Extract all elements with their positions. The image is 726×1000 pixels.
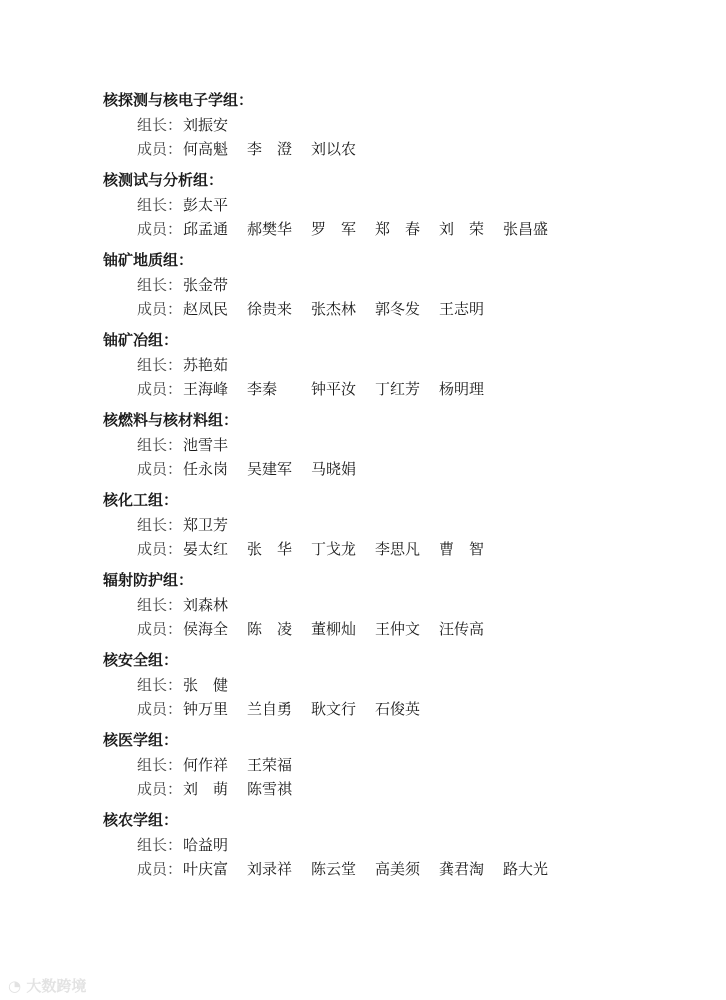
row-label: 组长： (137, 356, 183, 374)
person-name: 郑卫芳 (183, 516, 229, 534)
person-name: 侯海全 (183, 620, 229, 638)
row-label: 组长： (137, 516, 183, 534)
row-label: 成员： (137, 860, 183, 878)
person-name: 彭太平 (183, 196, 229, 214)
row-label: 成员： (137, 380, 183, 398)
person-name: 曹 智 (439, 540, 485, 558)
person-name: 何作祥 (183, 756, 229, 774)
person-name: 郝樊华 (247, 220, 293, 238)
group-section (103, 89, 567, 169)
person-name: 池雪丰 (183, 436, 229, 454)
group-title: 核测试与分析组： (103, 171, 224, 189)
leader-row (103, 673, 567, 697)
person-name: 钟万里 (183, 700, 229, 718)
leader-row (103, 113, 567, 137)
group-title: 铀矿冶组： (103, 331, 179, 349)
leader-row (103, 273, 567, 297)
row-label: 成员： (137, 460, 183, 478)
member-row (103, 537, 567, 561)
member-row (103, 217, 567, 241)
row-label: 组长： (137, 756, 183, 774)
group-title: 铀矿地质组： (103, 251, 194, 269)
person-name: 石俊英 (375, 700, 421, 718)
person-name: 张 华 (247, 540, 293, 558)
member-row (103, 697, 567, 721)
person-name: 王志明 (439, 300, 485, 318)
person-name: 陈雪祺 (247, 780, 293, 798)
row-label: 成员： (137, 220, 183, 238)
person-name: 刘森林 (183, 596, 229, 614)
person-name: 张 健 (183, 676, 229, 694)
group-section (103, 489, 567, 569)
person-name: 刘振安 (183, 116, 229, 134)
group-title: 辐射防护组： (103, 571, 194, 589)
person-name: 吴建军 (247, 460, 293, 478)
row-label: 组长： (137, 116, 183, 134)
person-name: 刘录祥 (247, 860, 293, 878)
person-name: 任永岗 (183, 460, 229, 478)
member-row (103, 857, 567, 881)
member-row (103, 457, 567, 481)
person-name: 张金带 (183, 276, 229, 294)
row-label: 组长： (137, 196, 183, 214)
row-label: 成员： (137, 540, 183, 558)
row-label: 组长： (137, 596, 183, 614)
member-row (103, 297, 567, 321)
person-name: 徐贵来 (247, 300, 293, 318)
group-section (103, 729, 567, 809)
row-label: 组长： (137, 436, 183, 454)
leader-row (103, 193, 567, 217)
leader-row (103, 433, 567, 457)
group-section (103, 249, 567, 329)
person-name: 路大光 (503, 860, 549, 878)
committee-list (103, 89, 567, 889)
person-name: 邱孟通 (183, 220, 229, 238)
person-name: 叶庆富 (183, 860, 229, 878)
row-label: 成员： (137, 300, 183, 318)
group-title: 核安全组： (103, 651, 179, 669)
row-label: 成员： (137, 780, 183, 798)
person-name: 钟平汝 (311, 380, 357, 398)
person-name: 陈云堂 (311, 860, 357, 878)
person-name: 张昌盛 (503, 220, 549, 238)
group-section (103, 329, 567, 409)
person-name: 李 澄 (247, 140, 293, 158)
person-name: 赵凤民 (183, 300, 229, 318)
person-name: 刘以农 (311, 140, 357, 158)
group-title: 核燃料与核材料组： (103, 411, 239, 429)
row-label: 组长： (137, 676, 183, 694)
person-name: 刘 荣 (439, 220, 485, 238)
row-label: 成员： (137, 140, 183, 158)
person-name: 王荣福 (247, 756, 293, 774)
person-name: 张杰林 (311, 300, 357, 318)
leader-row (103, 353, 567, 377)
group-section (103, 569, 567, 649)
group-section (103, 409, 567, 489)
row-label: 组长： (137, 276, 183, 294)
person-name: 王仲文 (375, 620, 421, 638)
group-title: 核农学组： (103, 811, 179, 829)
person-name: 汪传高 (439, 620, 485, 638)
leader-row (103, 513, 567, 537)
person-name: 高美须 (375, 860, 421, 878)
person-name: 晏太红 (183, 540, 229, 558)
group-section (103, 809, 567, 889)
leader-row (103, 593, 567, 617)
row-label: 成员： (137, 620, 183, 638)
person-name: 陈 凌 (247, 620, 293, 638)
person-name: 王海峰 (183, 380, 229, 398)
member-row (103, 137, 567, 161)
person-name: 郑 春 (375, 220, 421, 238)
person-name: 龚君淘 (439, 860, 485, 878)
person-name: 马晓娟 (311, 460, 357, 478)
leader-row (103, 753, 567, 777)
group-section (103, 649, 567, 729)
person-name: 哈益明 (183, 836, 229, 854)
person-name: 李思凡 (375, 540, 421, 558)
person-name: 丁戈龙 (311, 540, 357, 558)
person-name: 郭冬发 (375, 300, 421, 318)
person-name: 罗 军 (311, 220, 357, 238)
person-name: 耿文行 (311, 700, 357, 718)
member-row (103, 777, 567, 801)
person-name: 兰自勇 (247, 700, 293, 718)
member-row (103, 617, 567, 641)
row-label: 成员： (137, 700, 183, 718)
group-title: 核探测与核电子学组： (103, 91, 254, 109)
person-name: 苏艳茹 (183, 356, 229, 374)
row-label: 组长： (137, 836, 183, 854)
group-section (103, 169, 567, 249)
watermark: ◔ 大数跨境 (8, 977, 87, 995)
person-name: 李秦 (247, 380, 278, 398)
leader-row (103, 833, 567, 857)
person-name: 丁红芳 (375, 380, 421, 398)
member-row (103, 377, 567, 401)
group-title: 核化工组： (103, 491, 179, 509)
person-name: 何高魁 (183, 140, 229, 158)
person-name: 董柳灿 (311, 620, 357, 638)
person-name: 杨明理 (439, 380, 485, 398)
group-title: 核医学组： (103, 731, 179, 749)
person-name: 刘 萌 (183, 780, 229, 798)
